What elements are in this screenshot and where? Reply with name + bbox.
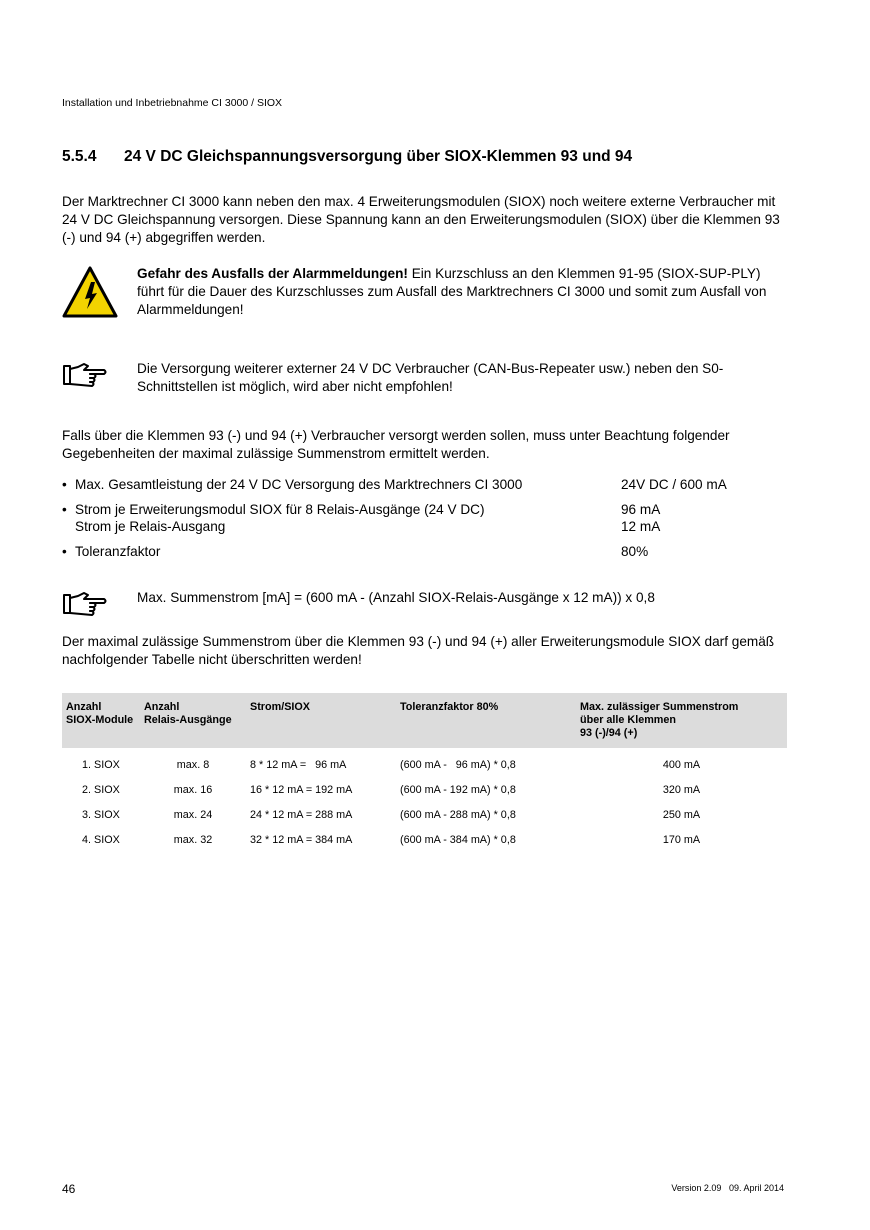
- pointing-hand-icon: [62, 591, 108, 617]
- pointing-hand-icon: [62, 362, 108, 388]
- warning-bold: Gefahr des Ausfalls der Alarmmeldungen!: [137, 266, 408, 281]
- column-header: Anzahl Relais-Ausgänge: [140, 693, 246, 748]
- conditions-paragraph: Falls über die Klemmen 93 (-) und 94 (+) Verbraucher versorgt werden sollen, muss unter Beachtung folgender Gegebenheiten der maximal zulässige Summenstrom ermittelt werden.: [62, 428, 730, 461]
- section-heading: [62, 148, 632, 166]
- table-row: 3. SIOX max. 24 24 * 12 mA = 288 mA (600 mA - 288 mA) * 0,8 250 mA: [82, 808, 701, 821]
- running-header: Installation und Inbetriebnahme CI 3000 / SIOX: [62, 97, 283, 109]
- bullet-list: • Max. Gesamtleistung der 24 V DC Versorgung des Marktrechners CI 3000 24V DC / 600 mA • Strom je Erweiterungsmodul SIOX für 8 Relais-Ausgänge (24 V DC) 96 mA Strom je Relais-Ausgang 12 mA • Toleranzfaktor 80%: [62, 476, 792, 566]
- table-intro-paragraph: Der maximal zulässige Summenstrom über die Klemmen 93 (-) und 94 (+) aller Erweiterungsmodule SIOX darf gemäß nachfolgender Tabelle nicht überschritten werden!: [62, 634, 775, 667]
- section-title: 24 V DC Gleichspannungsversorgung über SIOX-Klemmen 93 und 94: [124, 148, 633, 165]
- note-text: Die Versorgung weiterer externer 24 V DC Verbraucher (CAN-Bus-Repeater usw.) neben den S0-Schnittstellen ist möglich, wird aber nicht empfohlen!: [137, 361, 724, 394]
- list-item-value: 24V DC / 600 mA: [621, 477, 727, 492]
- intro-paragraph: Der Marktrechner CI 3000 kann neben den max. 4 Erweiterungsmodulen (SIOX) noch weitere externe Verbraucher mit 24 V DC Gleichspannung versorgen. Diese Spannung kann an den Erweiterungsmodulen (SIOX) über die Klemmen 93 (-) und 94 (+) abgegriffen werden.: [62, 194, 780, 245]
- list-item-label: Max. Gesamtleistung der 24 V DC Versorgung des Marktrechners CI 3000: [75, 477, 523, 492]
- warning-body: Ein Kurzschluss an den Klemmen 91-95 (SIOX-SUP-PLY) führt für die Dauer des Kurzschlusses zum Ausfall des Marktrechners CI 3000 und somit zum Ausfall von Alarmmeldungen!: [137, 266, 767, 317]
- version-footer: Version 2.09 09. April 2014: [671, 1183, 784, 1193]
- section-number: 5.5.4: [62, 148, 97, 165]
- table-row: 4. SIOX max. 32 32 * 12 mA = 384 mA (600 mA - 384 mA) * 0,8 170 mA: [82, 833, 701, 846]
- warning-text: [137, 265, 787, 319]
- table-header-row: [62, 693, 787, 748]
- table-row: 1. SIOX max. 8 8 * 12 mA = 96 mA (600 mA - 96 mA) * 0,8 400 mA: [82, 758, 701, 771]
- list-item-label: Strom je Erweiterungsmodul SIOX für 8 Relais-Ausgänge (24 V DC): [75, 502, 485, 517]
- column-header: Toleranzfaktor 80%: [396, 693, 576, 748]
- column-header: Max. zulässiger Summenstrom über alle Klemmen 93 (-)/94 (+): [576, 693, 787, 748]
- list-item-value: 12 mA: [621, 519, 661, 534]
- column-header: Strom/SIOX: [246, 693, 396, 748]
- list-item-label: Strom je Relais-Ausgang: [75, 519, 226, 534]
- table-row: 2. SIOX max. 16 16 * 12 mA = 192 mA (600 mA - 192 mA) * 0,8 320 mA: [82, 783, 701, 796]
- formula-note: Max. Summenstrom [mA] = (600 mA - (Anzahl SIOX-Relais-Ausgänge x 12 mA)) x 0,8: [137, 590, 655, 605]
- column-header: Anzahl SIOX-Module: [62, 693, 140, 748]
- list-item-label: Toleranzfaktor: [75, 544, 161, 559]
- page-number: 46: [62, 1182, 76, 1196]
- siox-current-table: [62, 693, 787, 852]
- high-voltage-warning-icon: [62, 266, 118, 318]
- list-item-value: 96 mA: [621, 502, 661, 517]
- list-item-value: 80%: [621, 544, 649, 559]
